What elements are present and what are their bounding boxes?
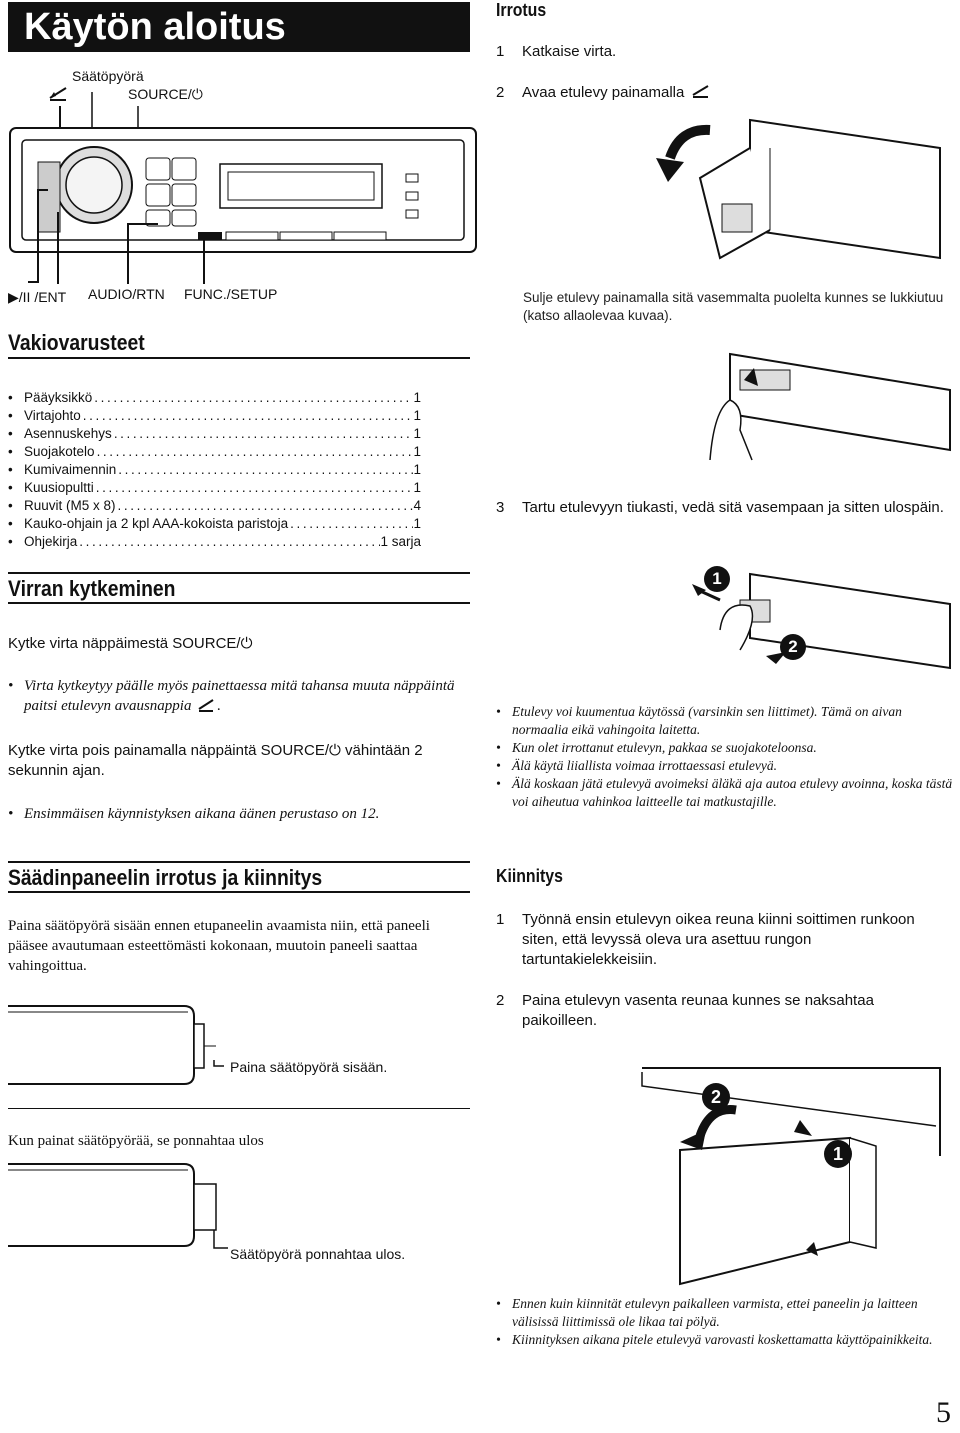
accessory-qty: 1 sarja: [380, 534, 421, 549]
removal-step-3: [496, 498, 956, 518]
marker-1: 1: [704, 566, 730, 592]
bullet: •: [8, 462, 13, 477]
page-title: Käytön aloitus: [8, 2, 470, 52]
label-play-enter: ▶/II /ENT: [8, 289, 67, 305]
step-text: Katkaise virta.: [522, 43, 617, 60]
dot-leader: [95, 443, 414, 461]
panel-wheel-pressed-illustration: [8, 1000, 248, 1092]
step-text: Paina etulevyn vasenta reunaa kunnes se naksahtaa paikoilleen.: [522, 992, 874, 1029]
step-number: 1: [496, 43, 505, 60]
removal-step-1: [496, 42, 616, 62]
accessory-name: Asennuskehys: [24, 426, 112, 441]
accessory-name: Kumivaimennin: [24, 462, 117, 477]
marker-2: 2: [780, 634, 806, 660]
bullet: •: [8, 516, 13, 531]
step-text: Työnnä ensin etulevyn oikea reuna kiinni soittimen runkoon siten, että levyssä oleva ura asettuu rungon tartuntakielekkeisiin.: [522, 911, 915, 968]
step-text: Avaa etulevy painamalla: [522, 84, 685, 101]
eject-icon: [690, 83, 712, 99]
label-wheel-pops: Säätöpyörä ponnahtaa ulos.: [230, 1246, 406, 1262]
bullet: •: [8, 390, 13, 405]
attach-notes: [496, 1295, 954, 1349]
list-item: [8, 804, 470, 824]
list-item: [8, 676, 470, 716]
accessory-qty: 1: [413, 426, 421, 441]
dot-leader: [116, 461, 413, 479]
label-func-setup: FUNC./SETUP: [184, 286, 278, 302]
power-note-1: Virta kytkeytyy päälle myös painettaessa mitä tahansa muuta näppäintä paitsi etulevyn avausnappia: [24, 678, 455, 714]
dot-leader: [112, 425, 414, 443]
bullet: •: [8, 480, 13, 495]
dot-leader: [77, 533, 380, 551]
bullet: •: [8, 408, 13, 423]
accessory-row: [8, 425, 421, 443]
accessory-qty: 1: [413, 462, 421, 477]
accessory-row: [8, 515, 421, 533]
bullet: •: [8, 444, 13, 459]
front-panel-attach-illustration: [640, 1066, 960, 1290]
label-wheel: Säätöpyörä: [72, 68, 144, 84]
power-note-1-end: .: [217, 698, 221, 714]
label-press-wheel: Paina säätöpyörä sisään.: [230, 1059, 388, 1075]
heading-panel: Säädinpaneelin irrotus ja kiinnitys: [8, 865, 323, 890]
accessory-name: Kauko-ohjain ja 2 kpl AAA-kokoista paristoja: [24, 516, 289, 531]
accessory-qty: 4: [413, 498, 421, 513]
accessory-name: Kuusiopultti: [24, 480, 94, 495]
radio-front-panel-illustration: [8, 100, 478, 300]
eject-icon: [195, 698, 217, 712]
panel-intro: Paina säätöpyörä sisään ennen etupaneelin avaamista niin, että paneeli pääsee avautumaan esteettömästi kokonaan, muutoin paneeli saattaa vahingoittua.: [8, 918, 430, 974]
accessory-row: [8, 443, 421, 461]
heading-removal: Irrotus: [496, 0, 547, 20]
step-text: Tartu etulevyyn tiukasti, vedä sitä vasempaan ja sitten ulospäin.: [522, 499, 944, 516]
hand-closing-panel-illustration: [700, 350, 960, 462]
panel-wheel-popped-illustration: [8, 1158, 248, 1258]
step-number: 2: [496, 84, 505, 101]
accessory-row: [8, 461, 421, 479]
list-item: • Etulevy voi kuumentua käytössä (varsinkin sen liittimet). Tämä on aivan normaalia eikä vahingoita laitetta.: [496, 703, 954, 739]
label-source: SOURCE/⏻: [128, 86, 203, 102]
accessory-row: [8, 497, 421, 515]
heading-rule: [8, 602, 470, 604]
divider: [8, 1108, 470, 1109]
accessory-qty: 1: [413, 480, 421, 495]
attach-step-1: [496, 910, 948, 970]
list-item: • Kun olet irrottanut etulevyn, pakkaa se suojakoteloonsa.: [496, 739, 954, 757]
heading-rule: [8, 572, 470, 574]
front-panel-open-illustration: [640, 118, 960, 278]
removal-step-2: [496, 83, 712, 103]
accessories-list: [8, 389, 421, 551]
power-note-list: [8, 676, 470, 716]
power-note-list-2: [8, 804, 470, 824]
attach-step-2: [496, 991, 948, 1031]
dot-leader: [81, 407, 414, 425]
list-item: • Ennen kuin kiinnität etulevyn paikalleen varmista, ettei paneelin ja laitteen välisissä liittimissä ole likaa tai pölyä.: [496, 1295, 954, 1331]
marker-1: 1: [824, 1140, 852, 1168]
dot-leader: [116, 497, 414, 515]
power-note-2: Ensimmäisen käynnistyksen aikana äänen perustaso on 12.: [24, 806, 380, 822]
accessory-name: Ohjekirja: [24, 534, 78, 549]
accessory-name: Suojakotelo: [24, 444, 95, 459]
accessory-qty: 1: [413, 390, 421, 405]
accessory-qty: 1: [413, 444, 421, 459]
heading-accessories: Vakiovarusteet: [8, 330, 145, 355]
heading-rule: [8, 861, 470, 863]
accessory-row: [8, 479, 421, 497]
list-item: • Älä koskaan jätä etulevyä avoimeksi äläkä aja autoa etulevy avoinna, koska tästä voi aiheutua vahinkoa laitteelle tai matkustajille.: [496, 775, 954, 811]
page-number: 5: [936, 1396, 951, 1429]
step-number: 1: [496, 911, 505, 928]
close-note: Sulje etulevy painamalla sitä vasemmalta puolelta kunnes se lukkiutuu (katso allaolevaa kuvaa).: [523, 290, 944, 323]
label-audio-rtn: AUDIO/RTN: [88, 286, 165, 302]
power-on-text: Kytke virta näppäimestä SOURCE/⏻: [8, 635, 253, 652]
dot-leader: [94, 479, 414, 497]
accessory-qty: 1: [413, 516, 421, 531]
step-number: 2: [496, 992, 505, 1009]
accessory-name: Ruuvit (M5 x 8): [24, 498, 116, 513]
marker-2: 2: [702, 1083, 730, 1111]
accessory-name: Pääyksikkö: [24, 390, 93, 405]
accessory-row: [8, 389, 421, 407]
bullet: •: [8, 498, 13, 513]
heading-power: Virran kytkeminen: [8, 576, 176, 601]
heading-attach: Kiinnitys: [496, 866, 563, 886]
heading-rule: [8, 357, 470, 359]
power-off-text: Kytke virta pois painamalla näppäintä SOURCE/⏻ vähintään 2 sekunnin ajan.: [8, 742, 423, 779]
accessory-row: [8, 533, 421, 551]
step-number: 3: [496, 499, 505, 516]
removal-notes: [496, 703, 954, 811]
list-item: • Kiinnityksen aikana pitele etulevyä varovasti koskettamatta käyttöpainikkeita.: [496, 1331, 954, 1349]
list-item: • Älä käytä liiallista voimaa irrottaessasi etulevyä.: [496, 757, 954, 775]
bullet: •: [8, 534, 13, 549]
accessory-qty: 1: [413, 408, 421, 423]
dot-leader: [288, 515, 413, 533]
accessory-row: [8, 407, 421, 425]
accessory-name: Virtajohto: [24, 408, 81, 423]
heading-rule: [8, 891, 470, 893]
dot-leader: [92, 389, 413, 407]
bullet: •: [8, 426, 13, 441]
panel-caption: Kun painat säätöpyörää, se ponnahtaa ulos: [8, 1133, 264, 1149]
